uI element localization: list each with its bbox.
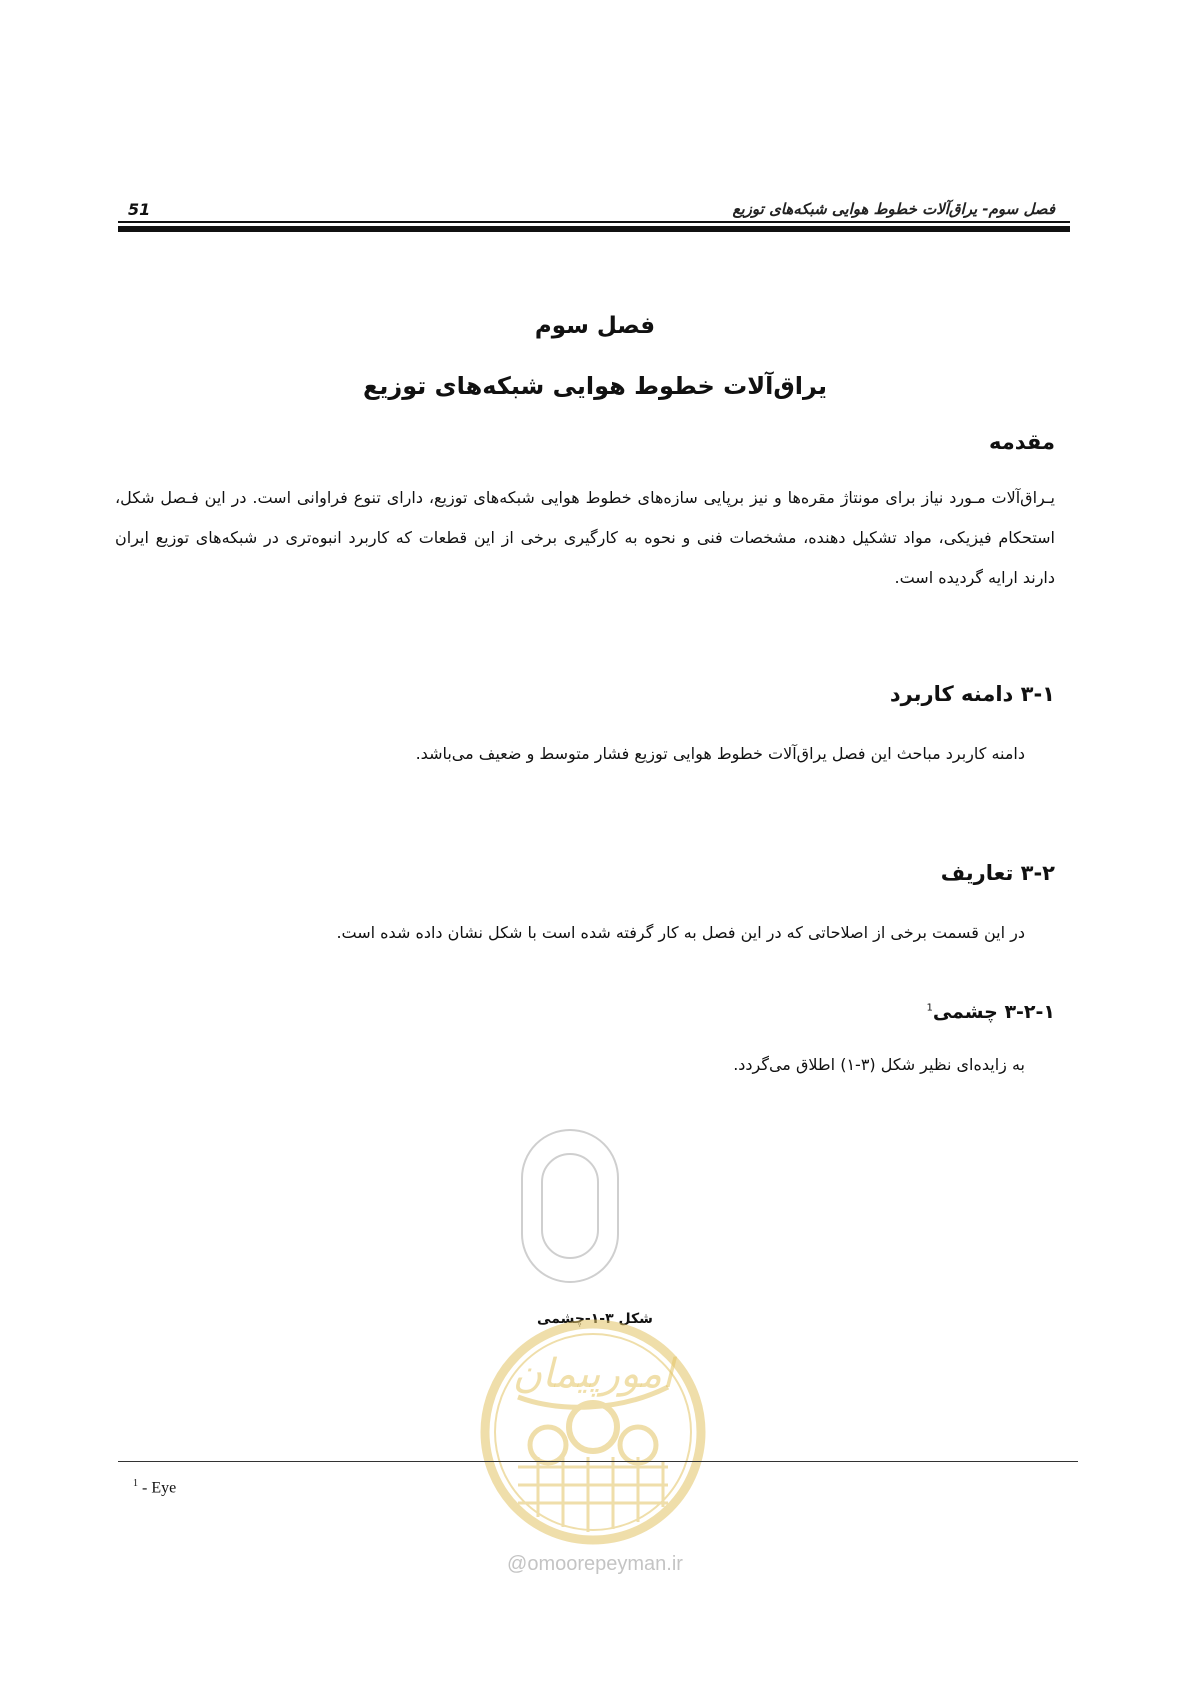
- watermark-seal-text: امورپیمان: [512, 1351, 674, 1397]
- intro-paragraph: یـراق‌آلات مـورد نیاز برای مونتاژ مقره‌ها و نیز برپایی سازه‌های خطوط هوایی شبکه‌های توزیع، دارای تنوع فراوانی است. در این فـصل شکل، استحکام فیزیکی، مواد تشکیل دهنده، مشخصات فنی و نحوه به کارگیری برخی از این قطعات که کاربرد انبوه‌تری در شبکه‌های توزیع ایران دارند ارایه گردیده است.: [115, 488, 1055, 587]
- header-rule-thin: [118, 221, 1070, 223]
- section-definitions-text: در این قسمت برخی از اصلاحاتی که در این فصل به کار گرفته شده است با شکل نشان داده شده است.: [336, 923, 1025, 942]
- header-rule-thick: [118, 226, 1070, 232]
- intro-heading: مقدمه: [989, 430, 1055, 454]
- section-definitions-heading: ۳-۲ تعاریف: [940, 861, 1055, 885]
- subsection-eye-heading: [926, 1001, 1055, 1023]
- chapter-number: فصل سوم: [534, 313, 656, 339]
- section-scope-heading: ۳-۱ دامنه کاربرد: [889, 682, 1055, 706]
- watermark-seal: [478, 1317, 708, 1547]
- eye-figure: [520, 1128, 620, 1284]
- footnote: [133, 1478, 176, 1497]
- footnote-text: - Eye: [138, 1479, 177, 1497]
- subsection-eye-heading-text: ۳-۲-۱ چشمی: [932, 1001, 1055, 1023]
- chapter-title: یراق‌آلات خطوط هوایی شبکه‌های توزیع: [363, 372, 827, 400]
- page-number: 51: [128, 200, 151, 219]
- footnote-rule: [118, 1461, 1078, 1462]
- footnote-marker: 1: [133, 1478, 138, 1489]
- footnote-ref-marker: 1: [926, 1002, 933, 1014]
- running-title: فصل سوم- یراق‌آلات خطوط هوایی شبکه‌های توزیع: [732, 200, 1055, 218]
- section-scope-text: دامنه کاربرد مباحث این فصل یراق‌آلات خطوط هوایی توزیع فشار متوسط و ضعیف می‌باشد.: [415, 744, 1025, 763]
- figure-caption: شکل ۳-۱-چشمی: [537, 1311, 653, 1327]
- subsection-eye-text: به زایده‌ای نظیر شکل (۳-۱) اطلاق می‌گردد.: [733, 1055, 1025, 1074]
- watermark-url: @omoorepeyman.ir: [507, 1553, 683, 1575]
